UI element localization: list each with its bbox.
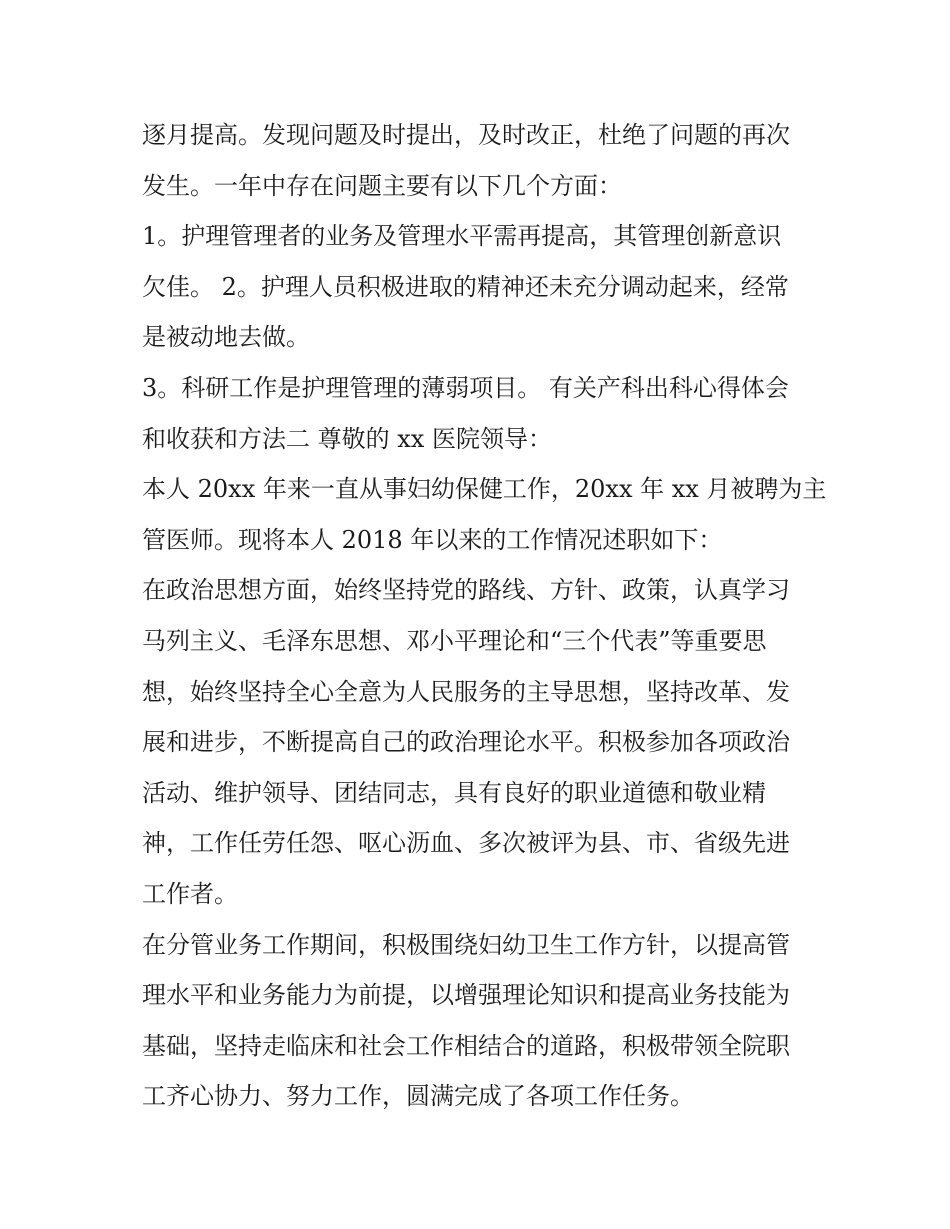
text-line: 展和进步，不断提高自己的政治理论水平。积极参加各项政治 — [142, 728, 790, 757]
text-line: 管医师。现将本人 2018 年以来的工作情况述职如下： — [142, 525, 723, 554]
text-line: 基础，坚持走临床和社会工作相结合的道路，积极带领全院职 — [142, 1031, 790, 1060]
text-line: 本人 20xx 年来一直从事妇幼保健工作，20xx 年 xx 月被聘为主 — [142, 475, 827, 504]
text-line: 工齐心协力、努力工作，圆满完成了各项工作任务。 — [142, 1082, 694, 1111]
text-line: 和收获和方法二 尊敬的 xx 医院领导： — [142, 424, 552, 453]
text-line: 在分管业务工作期间，积极围绕妇幼卫生工作方针，以提高管 — [142, 930, 790, 959]
text-line: 马列主义、毛泽东思想、邓小平理论和“三个代表”等重要思 — [142, 626, 767, 655]
text-line: 想，始终坚持全心全意为人民服务的主导思想，坚持改革、发 — [142, 677, 790, 706]
text-line: 在政治思想方面，始终坚持党的路线、方针、政策，认真学习 — [142, 576, 790, 605]
text-line: 理水平和业务能力为前提，以增强理论知识和提高业务技能为 — [142, 981, 790, 1010]
text-line: 是被动地去做。 — [142, 323, 310, 352]
text-line: 1。护理管理者的业务及管理水平需再提高，其管理创新意识 — [142, 222, 782, 251]
text-line: 发生。一年中存在问题主要有以下几个方面： — [142, 171, 622, 200]
text-line: 神，工作任劳任怨、呕心沥血、多次被评为县、市、省级先进 — [142, 829, 790, 858]
text-line: 工作者。 — [142, 879, 238, 908]
text-line: 活动、维护领导、团结同志，具有良好的职业道德和敬业精 — [142, 778, 766, 807]
text-line: 欠佳。 2。护理人员积极进取的精神还未充分调动起来，经常 — [142, 272, 789, 301]
text-line: 逐月提高。发现问题及时提出，及时改正，杜绝了问题的再次 — [142, 121, 790, 149]
document-body — [142, 110, 827, 1122]
text-line: 3。科研工作是护理管理的薄弱项目。 有关产科出科心得体会 — [142, 373, 789, 402]
